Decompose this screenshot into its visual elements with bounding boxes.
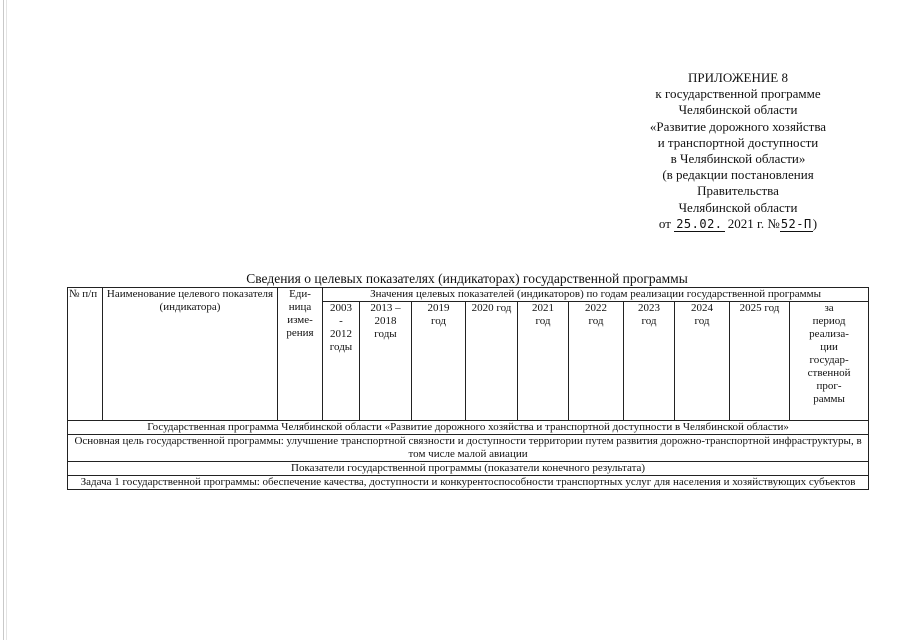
program-row: Государственная программа Челябинской области «Развитие дорожного хозяйства и транспортной доступности в Челябинской области» (68, 421, 869, 435)
header-year-col: за период реализа- ции государ- ственной прог- раммы (790, 302, 869, 421)
header-year-col: 2013 – 2018 годы (360, 302, 412, 421)
header-values-group: Значения целевых показателей (индикаторов) по годам реализации государственной программы (323, 288, 869, 302)
header-year-col: 2019 год (412, 302, 466, 421)
header-row (68, 288, 869, 302)
handwritten-number: 52-П (780, 216, 812, 231)
appendix-header (618, 70, 858, 232)
date-year: 2021 г. № (727, 215, 780, 231)
scan-edge-line (3, 0, 4, 640)
indicators-section-row: Показатели государственной программы (показатели конечного результата) (68, 462, 869, 476)
appendix-line: в Челябинской области» (670, 151, 806, 167)
header-year-col: 2022 год (569, 302, 624, 421)
header-year-col: 2025 год (730, 302, 790, 421)
appendix-line: к государственной программе (655, 86, 821, 102)
header-name: Наименование целевого показателя (индикатора) (103, 288, 278, 421)
table-row (68, 435, 869, 462)
table-title: Сведения о целевых показателях (индикаторах) государственной программы (246, 271, 688, 286)
date-suffix: ) (812, 215, 818, 231)
appendix-line: Правительства (697, 183, 779, 199)
table-row (68, 421, 869, 435)
table-row (68, 462, 869, 476)
header-year-col: 2020 год (466, 302, 518, 421)
scan-edge-line-faint (6, 0, 7, 640)
header-unit: Еди- ница изме- рения (278, 288, 323, 421)
header-year-col: 2023 год (624, 302, 675, 421)
date-prefix: от (658, 215, 671, 231)
appendix-title: ПРИЛОЖЕНИЕ 8 (688, 70, 788, 85)
appendix-line: (в редакции постановления (662, 167, 814, 183)
appendix-line: и транспортной доступности (657, 134, 819, 150)
header-num: № п/п (68, 288, 103, 421)
main-goal-row: Основная цель государственной программы: улучшение транспортной связности и доступности территории путем развития дорожно-транспортной инфраструктуры, в том числе малой авиации (68, 435, 869, 462)
appendix-line: Челябинской области (678, 199, 798, 215)
appendix-date-line (618, 216, 858, 232)
appendix-line: «Развитие дорожного хозяйства (649, 118, 827, 134)
header-year-col: 2021 год (518, 302, 569, 421)
indicators-table (67, 287, 869, 490)
header-year-col: 2024 год (675, 302, 730, 421)
handwritten-date: 25.02. (676, 216, 723, 231)
header-year-col: 2003 - 2012 годы (323, 302, 360, 421)
table-row (68, 476, 869, 490)
task-1-row: Задача 1 государственной программы: обеспечение качества, доступности и конкурентоспособности транспортных услуг для населения и хозяйствующих субъектов (68, 476, 869, 490)
appendix-line: Челябинской области (678, 102, 798, 118)
